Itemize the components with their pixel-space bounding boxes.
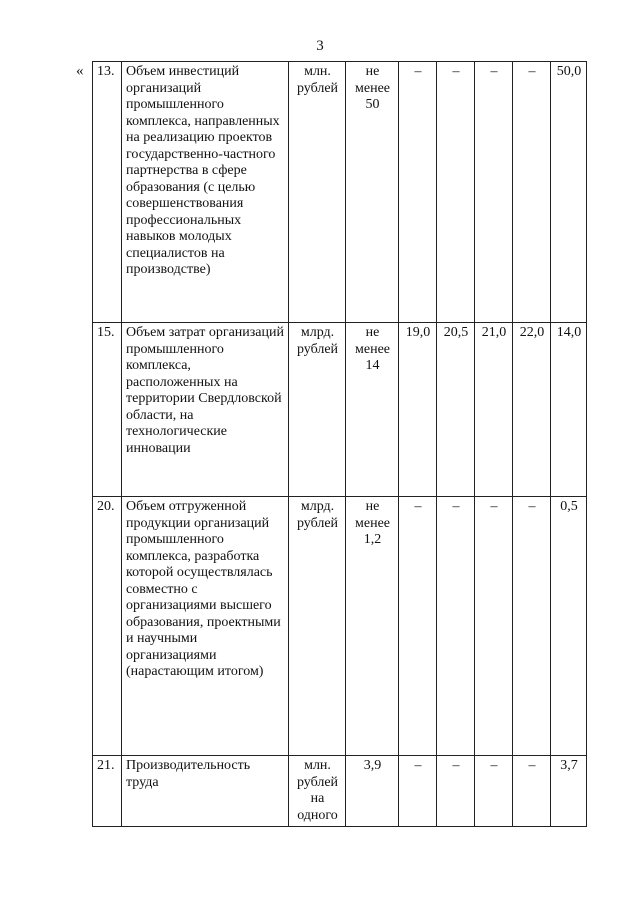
table-row [93,497,587,756]
value-cell: – [437,497,475,756]
target-cell: не менее 50 [346,62,399,323]
value-cell: – [475,62,513,323]
indicator-name: Объем затрат организаций промышленного комплекса, расположенных на территории Свердловской области, на технологические инновации [122,323,289,497]
value-cell: – [475,756,513,827]
value-cell: 20,5 [437,323,475,497]
indicator-name: Объем отгруженной продукции организаций промышленного комплекса, разработка которой осуществлялась совместно с организациями высшего образования, проектными и научными организациями (нарастающим итогом) [122,497,289,756]
value-cell: – [513,756,551,827]
value-cell: 0,5 [551,497,587,756]
value-cell: – [399,756,437,827]
opening-quote: « [76,63,84,79]
target-cell: 3,9 [346,756,399,827]
value-cell: 19,0 [399,323,437,497]
value-cell: – [399,497,437,756]
table-row [93,756,587,827]
unit-cell: млн. рублей на одного [289,756,346,827]
value-cell: 22,0 [513,323,551,497]
table-row [93,323,587,497]
target-cell: не менее 14 [346,323,399,497]
row-number: 15. [93,323,122,497]
target-cell: не менее 1,2 [346,497,399,756]
page-number: 3 [316,38,324,54]
unit-cell: млрд. рублей [289,497,346,756]
indicator-name: Производительность труда [122,756,289,827]
row-number: 20. [93,497,122,756]
indicators-table [92,61,587,827]
value-cell: – [475,497,513,756]
value-cell: 50,0 [551,62,587,323]
row-number: 21. [93,756,122,827]
value-cell: 3,7 [551,756,587,827]
value-cell: – [513,497,551,756]
unit-cell: млн. рублей [289,62,346,323]
value-cell: 21,0 [475,323,513,497]
row-number: 13. [93,62,122,323]
indicator-name: Объем инвестиций организаций промышленного комплекса, направленных на реализацию проектов государственно-частного партнерства в сфере образования (с целью совершенствования профессиональных навыков молодых специалистов на производстве) [122,62,289,323]
value-cell: 14,0 [551,323,587,497]
value-cell: – [437,62,475,323]
value-cell: – [399,62,437,323]
value-cell: – [513,62,551,323]
table-row [93,62,587,323]
value-cell: – [437,756,475,827]
unit-cell: млрд. рублей [289,323,346,497]
